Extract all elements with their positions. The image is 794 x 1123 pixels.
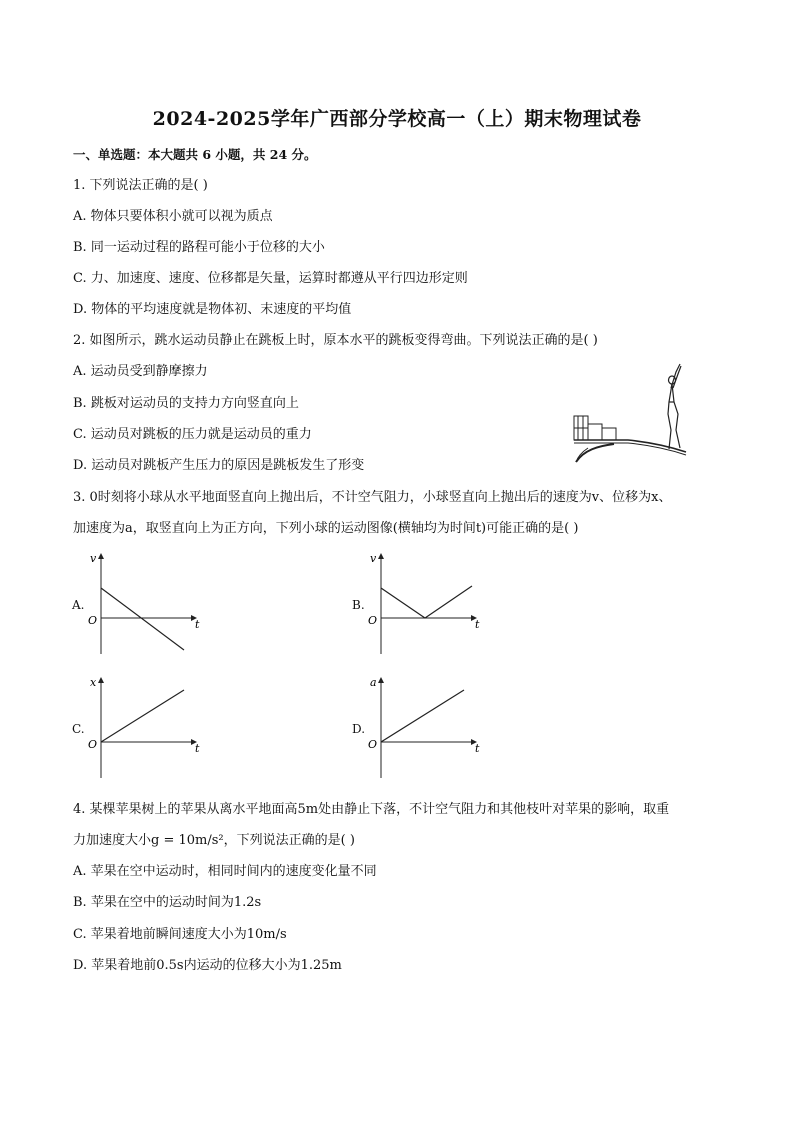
graph-c-y-label: x bbox=[90, 676, 97, 689]
graph-d-label: D. bbox=[352, 722, 366, 736]
q2-option-a: A. 运动员受到静摩擦力 bbox=[73, 364, 208, 379]
graph-a-origin: O bbox=[88, 614, 98, 627]
graph-b-label: B. bbox=[352, 598, 365, 612]
q4-option-d: D. 苹果着地前0.5s内运动的位移大小为1.25m bbox=[73, 958, 342, 973]
graph-c-x-t bbox=[84, 672, 204, 784]
q2-option-c: C. 运动员对跳板的压力就是运动员的重力 bbox=[73, 427, 312, 442]
q2-option-b: B. 跳板对运动员的支持力方向竖直向上 bbox=[73, 396, 299, 411]
q1-option-c: C. 力、加速度、速度、位移都是矢量，运算时都遵从平行四边形定则 bbox=[73, 271, 468, 286]
q4-option-b: B. 苹果在空中的运动时间为1.2s bbox=[73, 895, 262, 910]
graph-a-label: A. bbox=[72, 598, 85, 612]
graph-c-label: C. bbox=[72, 722, 85, 736]
graph-c-curve bbox=[101, 690, 184, 742]
q4-stem-line2: 力加速度大小g = 10m/s²，下列说法正确的是( ) bbox=[73, 833, 355, 848]
graph-a-x-label: t bbox=[195, 618, 200, 631]
q2-option-d: D. 运动员对跳板产生压力的原因是跳板发生了形变 bbox=[73, 458, 365, 473]
graph-a-curve bbox=[101, 588, 184, 650]
q2-stem: 2. 如图所示，跳水运动员静止在跳板上时，原本水平的跳板变得弯曲。下列说法正确的是( ) bbox=[73, 333, 598, 348]
graph-a-v-t bbox=[84, 548, 204, 660]
section-heading: 一、单选题：本大题共 6 小题，共 24 分。 bbox=[73, 147, 317, 162]
exam-title: 2024-2025学年广西部分学校高一（上）期末物理试卷 bbox=[152, 108, 642, 130]
q1-stem: 1. 下列说法正确的是( ) bbox=[73, 178, 208, 193]
q3-stem-line1: 3. 0时刻将小球从水平地面竖直向上抛出后，不计空气阻力，小球竖直向上抛出后的速度为v、位移为x、 bbox=[73, 490, 672, 505]
graph-b-origin: O bbox=[368, 614, 378, 627]
q1-option-b: B. 同一运动过程的路程可能小于位移的大小 bbox=[73, 240, 325, 255]
q4-option-a: A. 苹果在空中运动时，相同时间内的速度变化量不同 bbox=[73, 864, 377, 879]
graph-d-a-t bbox=[364, 672, 484, 784]
graph-b-v-t bbox=[364, 548, 484, 660]
graph-d-x-label: t bbox=[475, 742, 480, 755]
graph-c-x-label: t bbox=[195, 742, 200, 755]
q1-option-d: D. 物体的平均速度就是物体初、末速度的平均值 bbox=[73, 302, 352, 317]
graph-a-y-label: v bbox=[90, 552, 97, 565]
graph-b-curve bbox=[381, 586, 472, 618]
q1-option-a: A. 物体只要体积小就可以视为质点 bbox=[73, 209, 273, 224]
q3-stem-line2: 加速度为a，取竖直向上为正方向，下列小球的运动图像(横轴均为时间t)可能正确的是( ) bbox=[73, 521, 579, 536]
q4-option-c: C. 苹果着地前瞬间速度大小为10m/s bbox=[73, 927, 287, 942]
graph-d-curve bbox=[381, 690, 464, 742]
graph-b-x-label: t bbox=[475, 618, 480, 631]
graph-b-y-label: v bbox=[370, 552, 377, 565]
graph-d-origin: O bbox=[368, 738, 378, 751]
graph-c-origin: O bbox=[88, 738, 98, 751]
graph-d-y-label: a bbox=[370, 676, 377, 689]
diver-on-springboard-illustration bbox=[568, 362, 698, 472]
q4-stem-line1: 4. 某棵苹果树上的苹果从离水平地面高5m处由静止下落，不计空气阻力和其他枝叶对苹果的影响，取重 bbox=[73, 802, 670, 817]
